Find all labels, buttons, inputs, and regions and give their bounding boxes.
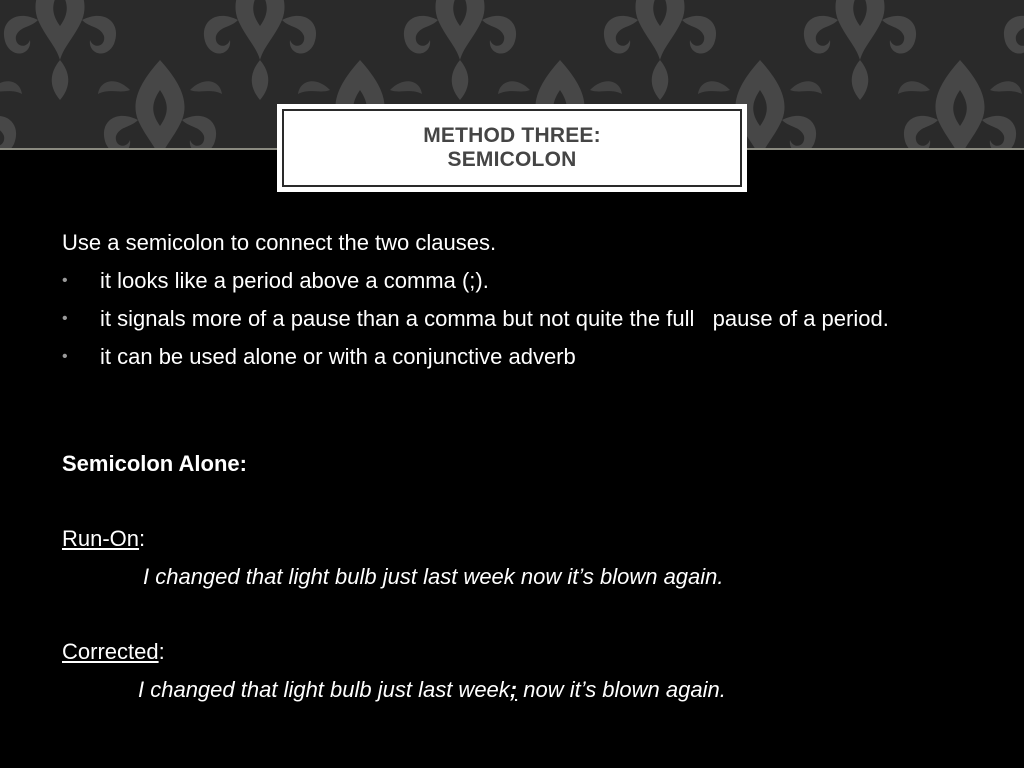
bullet-item [62,304,972,333]
semicolon-mark: ; [509,677,518,702]
runon-colon: : [139,526,146,551]
slide-body [62,228,972,380]
title-line-1: METHOD THREE: [423,124,601,147]
bullet-icon: • [62,310,68,327]
subheading: Semicolon Alone: [62,451,247,476]
runon-label: Run-On [62,526,140,551]
corrected-label: Corrected [62,639,159,664]
runon-example: I changed that light bulb just last week now it’s blown again. [143,564,724,589]
intro-text: Use a semicolon to connect the two clauses. [62,230,497,255]
corrected-example [138,675,726,704]
bullet-list [62,266,972,371]
corrected-after: now it’s blown again. [517,677,726,702]
bullet-icon: • [62,348,68,365]
corrected-label-line [62,637,165,666]
title-frame [282,109,742,187]
bullet-icon: • [62,272,68,289]
bullet-text: it can be used alone or with a conjunctive adverb [100,344,576,369]
bullet-text: it signals more of a pause than a comma but not quite the full pause of a period. [100,306,889,331]
title-line-2: SEMICOLON [447,148,577,171]
bullet-item [62,342,972,371]
bullet-item [62,266,972,295]
runon-label-line [62,524,145,553]
corrected-colon: : [158,639,165,664]
corrected-before: I changed that light bulb just last week [138,677,510,702]
title-box [277,104,747,192]
bullet-text: it looks like a period above a comma (;). [100,268,489,293]
